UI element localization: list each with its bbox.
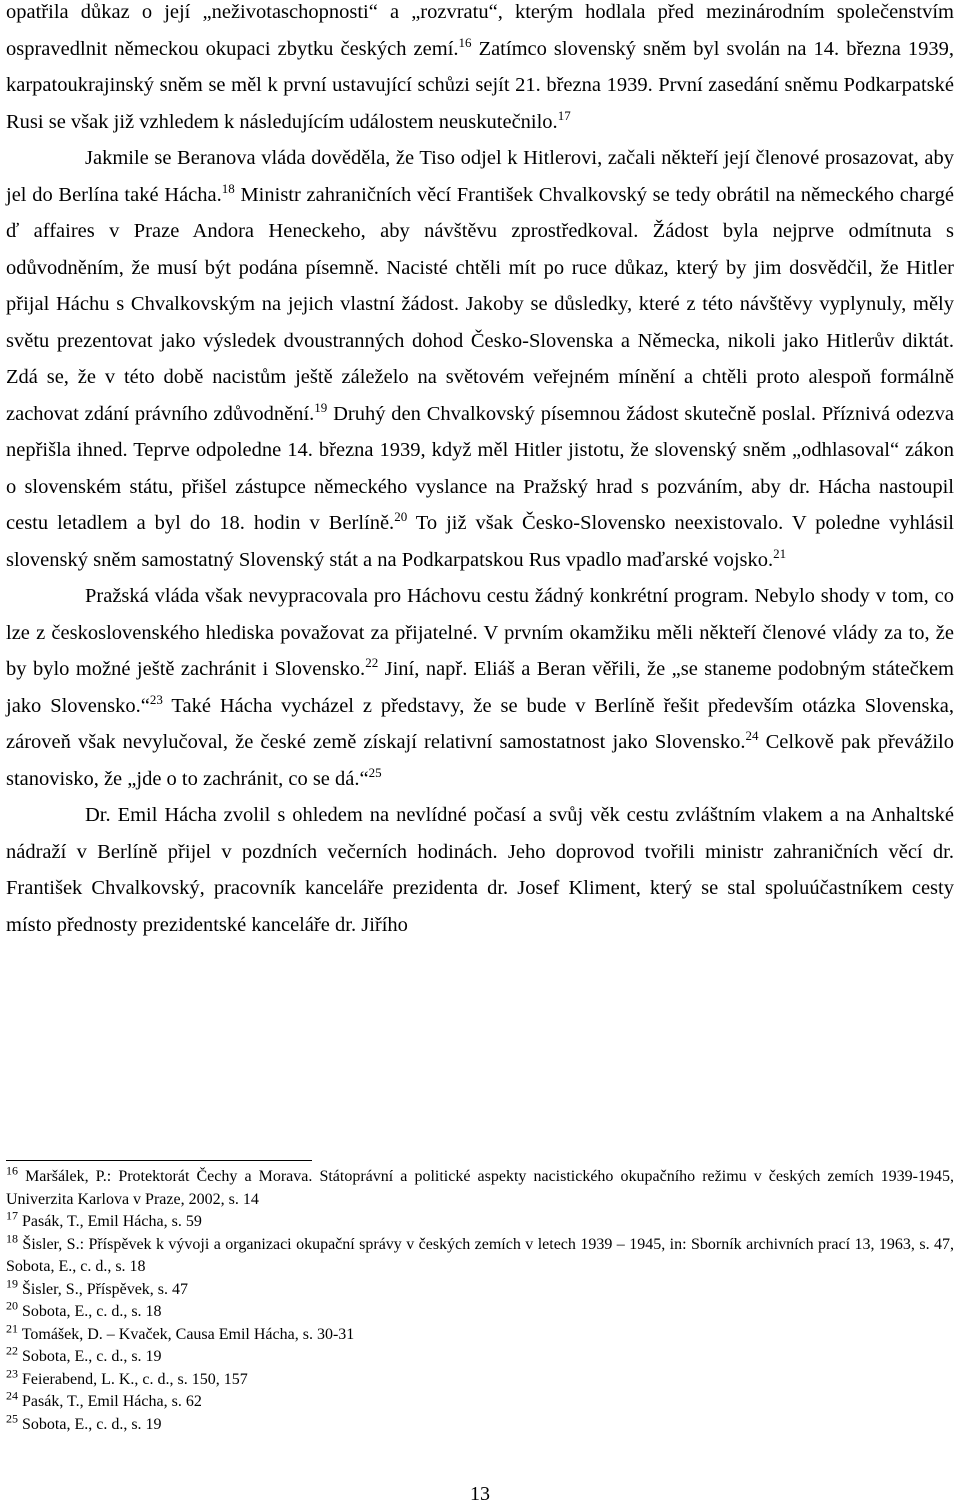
paragraph-text: opatřila důkaz o její „neživotaschopnosti“ a „rozvratu“, kterým hodlala před mezinárodním společenstvím ospravedlnit německou okupaci zbytku českých zemí.	[6, 1, 954, 60]
body-text	[6, 0, 954, 943]
footnote-reference: 20	[394, 509, 408, 525]
footnote-number: 17	[6, 1208, 18, 1223]
footnote	[6, 1163, 954, 1211]
footnote-reference: 23	[149, 691, 163, 707]
footnote-number: 23	[6, 1366, 18, 1381]
paragraph-text: Ministr zahraničních věcí František Chvalkovský se tedy obrátil na německého chargé ď affaires v Praze Andora Heneckeho, aby návštěvu zprostředkoval. Žádost byla nejprve odmítnuta s odůvodněním, že musí být podána písemně. Nacisté chtěli mít po ruce důkaz, který by jim dosvědčil, že Hitler přijal Háchu s Chvalkovským na jejich vlastní žádost. Jakoby se důsledky, které z této návštěvy vyplynuly, měly světu prezentovat jako výsledek dvoustranných dohod Česko-Slovenska a Německa, nikoli jako Hitlerův diktát. Zdá se, že v této době nacistům ještě záleželo na světovém veřejném mínění a chtěli proto alespoň formálně zachovat zdání právního zdůvodnění.	[6, 183, 954, 425]
footnote	[6, 1231, 954, 1279]
paragraph	[6, 140, 954, 578]
footnote-text: Pasák, T., Emil Hácha, s. 59	[18, 1213, 202, 1230]
footnote-text: Šisler, S., Příspěvek, s. 47	[18, 1280, 189, 1298]
footnote-number: 19	[6, 1276, 18, 1291]
footnote-text: Feierabend, L. K., c. d., s. 150, 157	[18, 1370, 248, 1388]
paragraph-text: Pražská vláda však nevypracovala pro Háchovu cestu žádný konkrétní program. Nebylo shody v tom, co lze z československého hlediska považovat za přijatelné. V prvním okamžiku měli někteří členové vlády za to, že by bylo možné ještě zachránit i Slovensko.	[6, 585, 954, 680]
footnote-text: Šisler, S.: Příspěvek k vývoji a organizaci okupační správy v českých zemích v letech 1939 – 1945, in: Sborník archivních prací 13, 1963, s. 47, Sobota, E., c. d., s. 18	[6, 1235, 954, 1275]
footnote-reference: 17	[557, 107, 571, 123]
footnote-reference: 22	[365, 655, 379, 671]
footnote-reference: 19	[314, 399, 328, 415]
paragraph-text: Celkově pak převážilo stanovisko, že „jde o to zachránit, co se dá.“	[6, 731, 954, 790]
footnote	[6, 1366, 954, 1392]
paragraph-text: Zatímco slovenský sněm byl svolán na 14. března 1939, karpatoukrajinský sněm se měl k první ustavující schůzi sejít 21. března 1939. První zasedání sněmu Podkarpatské Rusi se však již vzhledem k následujícím událostem neuskutečnilo.	[6, 37, 954, 133]
footnote	[6, 1411, 954, 1437]
paragraph-text: Druhý den Chvalkovský písemnou žádost skutečně poslal. Příznivá odezva nepřišla ihned. Teprve odpoledne 14. března 1939, když měl Hitler jistotu, že slovenský sněm „odhlasoval“ zákon o slovenském státu, přišel zástupce německého vyslance na Pražský hrad s pozváním, aby dr. Hácha nastoupil cestu letadlem a byl do 18. hodin v Berlíně.	[6, 402, 954, 534]
footnote-separator	[6, 1160, 312, 1161]
footnote-number: 21	[6, 1321, 18, 1336]
footnote-number: 24	[6, 1388, 18, 1403]
footnote-text: Pasák, T., Emil Hácha, s. 62	[18, 1393, 202, 1410]
footnote-number: 22	[6, 1343, 18, 1358]
footnote-text: Sobota, E., c. d., s. 19	[18, 1415, 162, 1433]
footnote-number: 25	[6, 1411, 18, 1426]
footnote	[6, 1298, 954, 1324]
footnote-number: 18	[6, 1231, 18, 1246]
paragraph-text: To již však Česko-Slovensko neexistovalo. V poledne vyhlásil slovenský sněm samostatný Slovenský stát a na Podkarpatskou Rus vpadlo maďarské vojsko.	[6, 512, 954, 571]
paragraph-text: Dr. Emil Hácha zvolil s ohledem na nevlídné počasí a svůj věk cestu zvláštním vlakem a na Anhaltské nádraží v Berlíně přijel v pozdních večerních hodinách. Jeho doprovod tvořili ministr zahraničních věcí dr. František Chvalkovský, pracovník kanceláře prezidenta dr. Josef Kliment, který se stal spoluúčastníkem cesty místo přednosty prezidentské kanceláře dr. Jiřího	[6, 804, 954, 936]
footnote-text: Tomášek, D. – Kvaček, Causa Emil Hácha, s. 30-31	[18, 1325, 355, 1343]
paragraph	[6, 797, 954, 943]
footnote-text: Sobota, E., c. d., s. 18	[18, 1303, 162, 1320]
footnote-number: 20	[6, 1298, 18, 1313]
footnotes	[6, 1163, 954, 1436]
paragraph-text: Jakmile se Beranova vláda dověděla, že Tiso odjel k Hitlerovi, začali někteří její členové prosazovat, aby jel do Berlína také Hácha.	[6, 147, 954, 206]
paragraph	[6, 578, 954, 797]
footnote-reference: 18	[221, 180, 235, 196]
footnote-text: Sobota, E., c. d., s. 19	[18, 1348, 162, 1365]
footnote	[6, 1321, 954, 1347]
footnote	[6, 1343, 954, 1369]
page-number: 13	[470, 1483, 490, 1505]
paragraph-text: Jiní, např. Eliáš a Beran věřili, že „se staneme podobným státečkem jako Slovensko.“	[6, 658, 954, 717]
footnote	[6, 1208, 954, 1234]
footnote-reference: 21	[773, 545, 787, 561]
footnote	[6, 1388, 954, 1414]
footnote-number: 16	[6, 1163, 18, 1178]
footnote-reference: 16	[458, 34, 472, 50]
paragraph	[6, 0, 954, 140]
footnote-reference: 25	[368, 764, 382, 780]
footnote-reference: 24	[745, 728, 759, 744]
footnote	[6, 1276, 954, 1302]
paragraph-text: Také Hácha vycházel z představy, že se bude v Berlíně řešit především otázka Slovenska, zároveň však nevylučoval, že české země získají relativní samostatnost jako Slovensko.	[6, 694, 954, 753]
footnote-text: Maršálek, P.: Protektorát Čechy a Morava. Státoprávní a politické aspekty nacistického okupačního režimu v českých zemích 1939-1945, Univerzita Karlova v Praze, 2002, s. 14	[6, 1168, 954, 1208]
